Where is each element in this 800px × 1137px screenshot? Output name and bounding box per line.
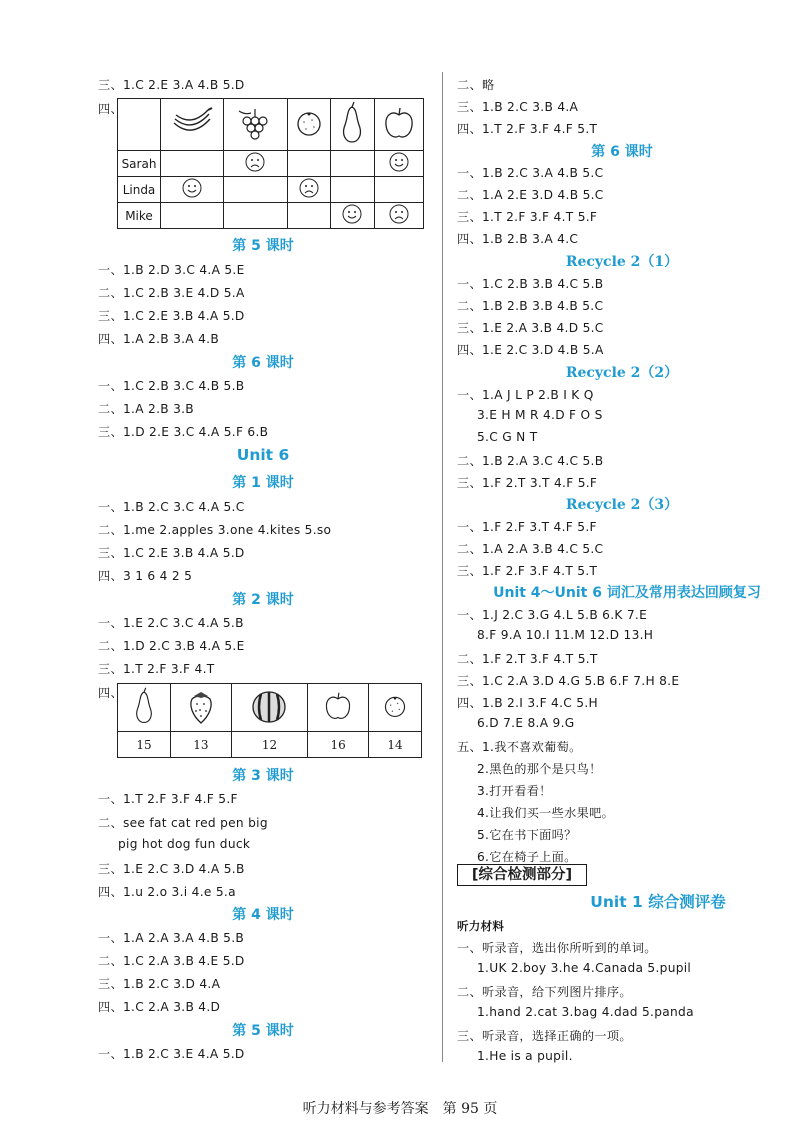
page-footer: 听力材料与参考答案 第 95 页	[302, 1101, 498, 1117]
cell	[161, 151, 224, 177]
lesson-heading: 第 4 课时	[232, 907, 294, 923]
answer-line: 一、1.C 2.B 3.B 4.C 5.B	[457, 277, 604, 291]
question-line: 三、听录音，选择正确的一项。	[457, 1029, 632, 1043]
pear-icon	[331, 99, 375, 151]
answer-line: 二、1.D 2.C 3.B 4.A 5.E	[98, 639, 245, 653]
row-name-sarah: Sarah	[118, 151, 161, 177]
answer-line: 5.它在书下面吗？	[477, 828, 577, 842]
section-badge-label: 综合检测部分	[478, 867, 566, 883]
cell	[287, 203, 331, 229]
answer-line: 3.打开看看！	[477, 784, 552, 798]
answer-line: 三、1.T 2.F 3.F 4.T 5.F	[457, 210, 598, 224]
answer-line: 3.E H M R 4.D F O S	[477, 408, 603, 422]
answer-line: 一、1.B 2.C 3.A 4.B 5.C	[457, 166, 604, 180]
grapes-icon	[224, 99, 287, 151]
sad-face-icon	[374, 203, 423, 229]
lesson-heading: 第 1 课时	[232, 475, 294, 491]
answer-line: 一、1.J 2.C 3.G 4.L 5.B 6.K 7.E	[457, 608, 648, 622]
cell	[224, 177, 287, 203]
answer-line: 一、1.A J L P 2.B I K Q	[457, 388, 594, 402]
answer-line: 四、1.A 2.B 3.A 4.B	[98, 332, 220, 346]
cell	[374, 177, 423, 203]
answer-line: 2.黑色的那个是只鸟！	[477, 762, 602, 776]
unit-heading: Unit 6	[236, 446, 290, 464]
answer-line: 一、1.B 2.C 3.E 4.A 5.D	[98, 1047, 245, 1061]
number-cell: 16	[308, 732, 369, 758]
test-heading: Unit 1 综合测评卷	[590, 893, 726, 911]
answer-line: 四、1.u 2.o 3.i 4.e 5.a	[98, 885, 236, 899]
answer-line: 二、1.B 2.A 3.C 4.C 5.B	[457, 454, 604, 468]
answer-line: 一、1.C 2.B 3.C 4.B 5.B	[98, 379, 245, 393]
bananas-icon	[161, 99, 224, 151]
section-prefix: 四、	[98, 102, 123, 116]
answer-line: 二、1.A 2.B 3.B	[98, 402, 194, 416]
answer-line: 二、1.A 2.A 3.B 4.C 5.C	[457, 542, 604, 556]
review-heading: Unit 4～Unit 6 词汇及常用表达回顾复习	[493, 585, 761, 601]
answer-line: 5.C G N T	[477, 430, 538, 444]
lesson-heading: 第 5 课时	[232, 238, 294, 254]
sad-face-icon	[287, 177, 331, 203]
answer-line: 三、1.B 2.C 3.D 4.A	[98, 977, 221, 991]
answer-line: 四、1.E 2.C 3.D 4.B 5.A	[457, 343, 604, 357]
number-cell: 14	[369, 732, 422, 758]
apple-icon	[308, 684, 369, 732]
answer-line: 二、1.B 2.B 3.B 4.B 5.C	[457, 299, 604, 313]
cell	[331, 151, 375, 177]
answer-line: 四、1.T 2.F 3.F 4.F 5.T	[457, 122, 598, 136]
answer-line: 三、1.C 2.E 3.B 4.A 5.D	[98, 309, 245, 323]
answer-line: 二、1.C 2.B 3.E 4.D 5.A	[98, 286, 245, 300]
watermelon-icon	[231, 684, 307, 732]
pear-icon	[118, 684, 171, 732]
answer-line: 三、1.D 2.E 3.C 4.A 5.F 6.B	[98, 425, 269, 439]
lesson-heading: 第 6 课时	[591, 144, 653, 160]
answer-line: 四、1.B 2.I 3.F 4.C 5.H	[457, 696, 598, 710]
lesson-heading: 第 5 课时	[232, 1023, 294, 1039]
happy-face-icon	[161, 177, 224, 203]
number-cell: 13	[170, 732, 231, 758]
answer-line: 一、1.E 2.C 3.C 4.A 5.B	[98, 616, 244, 630]
lesson-heading: 第 2 课时	[232, 592, 294, 608]
strawberry-icon	[170, 684, 231, 732]
answer-line: 三、1.C 2.E 3.B 4.A 5.D	[98, 546, 245, 560]
answer-line: 三、1.E 2.C 3.D 4.A 5.B	[98, 862, 245, 876]
recycle-heading: Recycle 2（3）	[565, 497, 679, 513]
lesson-heading: 第 3 课时	[232, 768, 294, 784]
answer-line: 四、1.C 2.A 3.B 4.D	[98, 1000, 221, 1014]
answer-line: 二、略	[457, 78, 495, 92]
answer-line: 一、1.B 2.D 3.C 4.A 5.E	[98, 263, 245, 277]
answer-line: 三、1.F 2.T 3.T 4.F 5.F	[457, 476, 598, 490]
fruit-number-table	[117, 683, 422, 758]
cell	[224, 203, 287, 229]
question-line: 二、听录音，给下列图片排序。	[457, 985, 632, 999]
fruit-preference-table	[117, 98, 424, 229]
answer-line: 四、3 1 6 4 2 5	[98, 569, 193, 583]
happy-face-icon	[331, 203, 375, 229]
empty-cell	[118, 99, 161, 151]
cell	[287, 151, 331, 177]
apple-icon	[374, 99, 423, 151]
answer-line: 一、1.T 2.F 3.F 4.F 5.F	[98, 792, 238, 806]
row-name-linda: Linda	[118, 177, 161, 203]
answer-line: 三、1.B 2.C 3.B 4.A	[457, 100, 579, 114]
answer-line: 4.让我们买一些水果吧。	[477, 806, 615, 820]
recycle-heading: Recycle 2（2）	[565, 365, 679, 381]
answer-line: pig hot dog fun duck	[118, 837, 251, 851]
question-line: 一、听录音，选出你所听到的单词。	[457, 941, 657, 955]
section-prefix: 四、	[98, 686, 123, 700]
answer-line: 6.D 7.E 8.A 9.G	[477, 716, 575, 730]
answer-line: 一、1.B 2.C 3.C 4.A 5.C	[98, 500, 245, 514]
answer-line: 三、1.C 2.A 3.D 4.G 5.B 6.F 7.H 8.E	[457, 674, 680, 688]
answer-line: 二、see fat cat red pen big	[98, 816, 268, 830]
answer-line: 1.He is a pupil.	[477, 1049, 573, 1063]
answer-line: 三、1.E 2.A 3.B 4.D 5.C	[457, 321, 604, 335]
sad-face-icon	[224, 151, 287, 177]
answer-line: 一、1.F 2.F 3.T 4.F 5.F	[457, 520, 597, 534]
answer-line: 1.hand 2.cat 3.bag 4.dad 5.panda	[477, 1005, 694, 1019]
answer-line: 五、1.我不喜欢葡萄。	[457, 740, 582, 754]
answer-line: 二、1.F 2.T 3.F 4.T 5.T	[457, 652, 598, 666]
answer-line: 1.UK 2.boy 3.he 4.Canada 5.pupil	[477, 961, 692, 975]
number-cell: 12	[231, 732, 307, 758]
answer-line: 6.它在椅子上面。	[477, 850, 577, 864]
orange-icon	[287, 99, 331, 151]
answer-line: 三、1.C 2.E 3.A 4.B 5.D	[98, 78, 245, 92]
answer-line: 二、1.me 2.apples 3.one 4.kites 5.so	[98, 523, 332, 537]
section-badge: [综合检测部分]	[457, 864, 587, 886]
answer-line: 8.F 9.A 10.I 11.M 12.D 13.H	[477, 628, 654, 642]
answer-line: 二、1.A 2.E 3.D 4.B 5.C	[457, 188, 604, 202]
number-cell: 15	[118, 732, 171, 758]
row-name-mike: Mike	[118, 203, 161, 229]
answer-line: 三、1.F 2.F 3.F 4.T 5.T	[457, 564, 598, 578]
recycle-heading: Recycle 2（1）	[565, 254, 679, 270]
happy-face-icon	[374, 151, 423, 177]
orange-icon	[369, 684, 422, 732]
answer-line: 一、1.A 2.A 3.A 4.B 5.B	[98, 931, 245, 945]
column-divider	[442, 72, 443, 1062]
answer-line: 三、1.T 2.F 3.F 4.T	[98, 662, 215, 676]
listening-label: 听力材料	[457, 919, 505, 933]
lesson-heading: 第 6 课时	[232, 355, 294, 371]
answer-line: 二、1.C 2.A 3.B 4.E 5.D	[98, 954, 245, 968]
cell	[331, 177, 375, 203]
answer-line: 四、1.B 2.B 3.A 4.C	[457, 232, 579, 246]
cell	[161, 203, 224, 229]
